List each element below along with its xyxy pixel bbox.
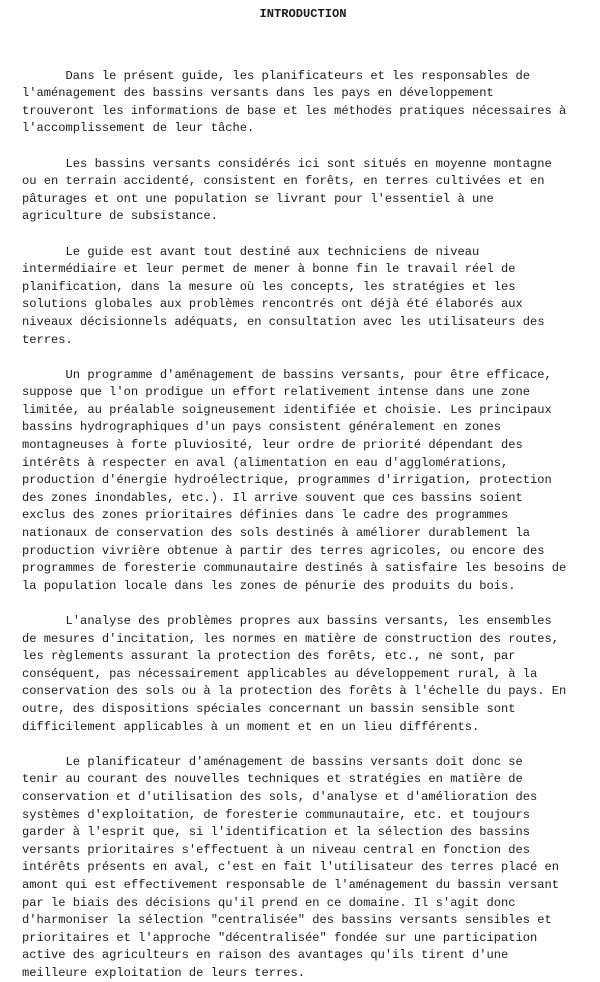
text-line: de mesures d'incitation, les normes en matière de construction des routes,	[22, 631, 560, 646]
text-line: garder à l'esprit que, si l'identification et la sélection des bassins	[22, 825, 531, 840]
text-line: L'analyse des problèmes propres aux bassins versants, les ensembles	[22, 614, 552, 628]
text-line: trouveront les informations de base et les méthodes pratiques nécessaires à	[22, 103, 567, 118]
document-body	[22, 68, 584, 982]
text-line: nationaux de conservation des sols destinés à améliorer durablement la	[22, 526, 531, 541]
text-line: exclus des zones prioritaires définies dans le cadre des programmes	[22, 508, 509, 523]
text-line: ou en terrain accidenté, consistent en forêts, en terres cultivées et en	[22, 174, 545, 189]
text-line: conservation et d'utilisation des sols, d'analyse et d'amélioration des	[22, 789, 538, 804]
text-line: intermédiaire et leur permet de mener à bonne fin le travail réel de	[22, 262, 516, 277]
text-line: Le planificateur d'aménagement de bassins versants doit donc se	[22, 754, 523, 769]
text-line: niveaux décisionnels adéquats, en consultation avec les utilisateurs des	[22, 314, 545, 329]
text-line: la population locale dans les zones de pénurie des produits du bois.	[22, 578, 516, 593]
text-line: terres.	[22, 332, 73, 347]
text-line: conservation des sols ou à la protection des forêts à l'échelle du pays. En	[22, 684, 567, 699]
text-line: Dans le présent guide, les planificateurs et les responsables de	[22, 68, 531, 83]
paragraph	[22, 613, 584, 736]
text-line: par le biais des décisions qu'il prend en ce domaine. Il s'agit donc	[22, 895, 516, 910]
text-line: prioritaires et l'approche "décentralisée" fondée sur une participation	[22, 930, 538, 945]
text-line: Le guide est avant tout destiné aux techniciens de niveau	[22, 244, 480, 259]
text-line: conséquent, pas nécessairement applicables au développement rural, à la	[22, 666, 538, 681]
paragraph	[22, 68, 584, 138]
text-line: tenir au courant des nouvelles techniques et stratégies en matière de	[22, 772, 523, 787]
text-line: amont qui est effectivement responsable de l'aménagement du bassin versant	[22, 877, 560, 892]
text-line: programmes de foresterie communautaire destinés à satisfaire les besoins de	[22, 561, 567, 576]
page-title: INTRODUCTION	[259, 7, 347, 21]
text-line: suppose que l'on prodigue un effort relativement intense dans une zone	[22, 385, 531, 400]
text-line: meilleure exploitation de leurs terres.	[22, 965, 306, 980]
text-line: versants prioritaires s'effectuent à un niveau central en fonction des	[22, 842, 531, 857]
text-line: Un programme d'aménagement de bassins versants, pour être efficace,	[22, 367, 552, 382]
text-line: agriculture de subsistance.	[22, 209, 218, 224]
text-line: les règlements assurant la protection des forêts, etc., ne sont, par	[22, 649, 516, 664]
text-line: planification, dans la mesure où les concepts, les stratégies et les	[22, 279, 516, 294]
paragraph	[22, 244, 584, 350]
text-line: production vivrière obtenue à partir des terres agricoles, ou encore des	[22, 543, 545, 558]
text-line: limitée, au préalable soigneusement identifiée et choisie. Les principaux	[22, 402, 552, 417]
text-line: production d'énergie hydroélectrique, programmes d'irrigation, protection	[22, 473, 552, 488]
text-line: solutions globales aux problèmes rencontrés ont déjà été élaborés aux	[22, 297, 523, 312]
text-line: l'aménagement des bassins versants dans les pays en développement	[22, 86, 494, 101]
text-line: active des agriculteurs en raison des avantages qu'ils tirent d'une	[22, 948, 509, 963]
paragraph	[22, 754, 584, 982]
text-line: Les bassins versants considérés ici sont situés en moyenne montagne	[22, 156, 552, 171]
text-line: pâturages et ont une population se livrant pour l'essentiel à une	[22, 191, 494, 206]
text-line: systèmes d'exploitation, de foresterie communautaire, etc. et toujours	[22, 807, 531, 822]
text-line: intérêts présents en aval, c'est en fait l'utilisateur des terres placé en	[22, 860, 560, 875]
text-line: difficilement applicables à un moment et en un lieu différents.	[22, 719, 480, 734]
paragraph	[22, 367, 584, 596]
text-line: des zones inondables, etc.). Il arrive souvent que ces bassins soient	[22, 490, 523, 505]
text-line: d'harmoniser la sélection "centralisée" des bassins versants sensibles et	[22, 913, 552, 928]
paragraph	[22, 156, 584, 226]
text-line: outre, des dispositions spéciales concernant un bassin sensible sont	[22, 701, 516, 716]
text-line: l'accomplissement de leur tâche.	[22, 121, 255, 136]
text-line: intérêts à respecter en aval (alimentation en eau d'agglomérations,	[22, 455, 509, 470]
text-line: bassins hydrographiques d'un pays consistent généralement en zones	[22, 420, 501, 435]
text-line: montagneuses à forte pluviosité, leur ordre de priorité dépendant des	[22, 438, 523, 453]
